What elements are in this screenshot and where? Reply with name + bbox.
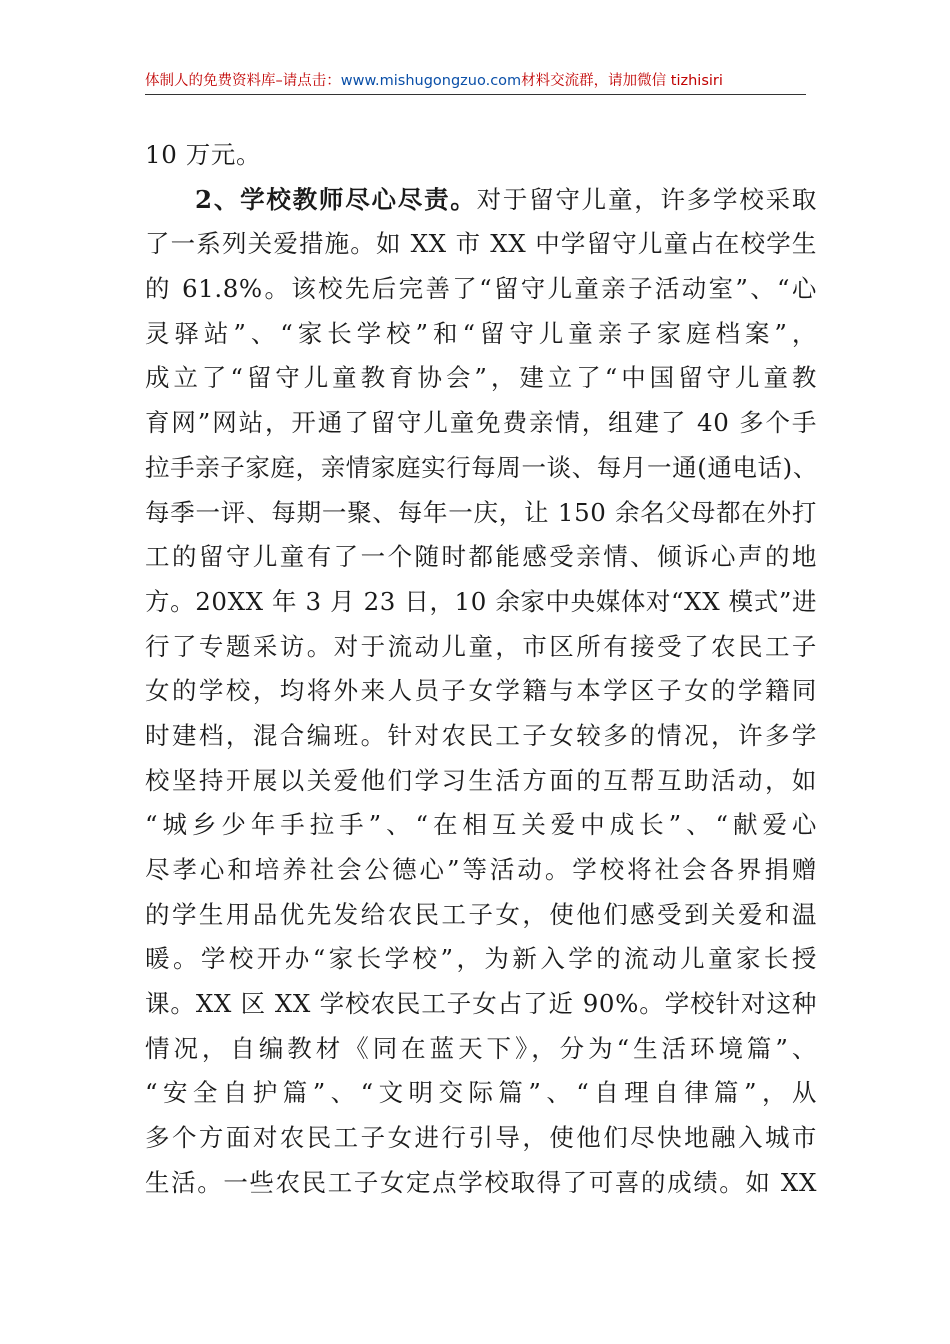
paragraph-line: 10 万元。 [145,140,262,169]
paragraph-line: 暖。学校开办“家长学校”，为新入学的流动儿童家长授 [145,944,817,974]
paragraph-line: 育网”网站，开通了留守儿童免费亲情，组建了 40 多个手 [145,408,817,438]
paragraph-line: 女的学校，均将外来人员子女学籍与本学区子女的学籍同 [145,676,817,706]
paragraph-line: 成立了“留守儿童教育协会”，建立了“中国留守儿童教 [145,363,817,393]
paragraph-line: 时建档，混合编班。针对农民工子女较多的情况，许多学 [145,720,817,750]
section-heading: 2、学校教师尽心尽责。 [195,184,477,214]
paragraph-line: 拉手亲子家庭，亲情家庭实行每周一谈、每月一通(通电话)、 [145,452,818,482]
section-heading-line [145,178,817,223]
paragraph-line: 的 61.8%。该校先后完善了“留守儿童亲子活动室”、“心 [145,274,817,304]
paragraph-line: 尽孝心和培养社会公德心”等活动。学校将社会各界捐赠 [145,855,817,884]
header-url-link[interactable]: www.mishugongzuo.com [340,73,522,89]
paragraph-line: 行了专题采访。对于流动儿童，市区所有接受了农民工子 [145,631,817,661]
header-brand: 体制人的免费资料库 [145,73,276,89]
header-divider [145,94,806,95]
header-prompt: –请点击： [275,73,341,89]
paragraph-line: 情况，自编教材《同在蓝天下》，分为“生活环境篇”、 [145,1033,817,1063]
paragraph-line: 多个方面对农民工子女进行引导，使他们尽快地融入城市 [145,1123,817,1153]
paragraph-line: 生活。一些农民工子女定点学校取得了可喜的成绩。如 XX [145,1167,817,1197]
page-header [145,68,805,94]
paragraph-line: 了一系列关爱措施。如 XX 市 XX 中学留守儿童占在校学生 [145,229,817,259]
paragraph-line: “安全自护篇”、“文明交际篇”、“自理自律篇”，从 [145,1078,817,1108]
paragraph-line: 每季一评、每期一聚、每年一庆，让 150 余名父母都在外打 [145,497,817,527]
paragraph-line: 工的留守儿童有了一个随时都能感受亲情、倾诉心声的地 [145,542,817,572]
document-body [145,133,817,1206]
paragraph-line: “城乡少年手拉手”、“在相互关爱中成长”、“献爱心 [145,810,817,840]
header-contact: 材料交流群，请加微信 tizhisiri [521,73,723,89]
paragraph-line: 的学生用品优先发给农民工子女，使他们感受到关爱和温 [145,899,817,929]
paragraph-line: 课。XX 区 XX 学校农民工子女占了近 90%。学校针对这种 [145,989,817,1019]
paragraph-line: 校坚持开展以关爱他们学习生活方面的互帮互助活动，如 [145,765,817,795]
paragraph-line: 灵驿站”、“家长学校”和“留守儿童亲子家庭档案”， [145,318,817,348]
paragraph-line: 方。20XX 年 3 月 23 日，10 余家中央媒体对“XX 模式”进 [145,586,818,616]
paragraph-line: 对于留守儿童，许多学校采取 [476,184,817,214]
